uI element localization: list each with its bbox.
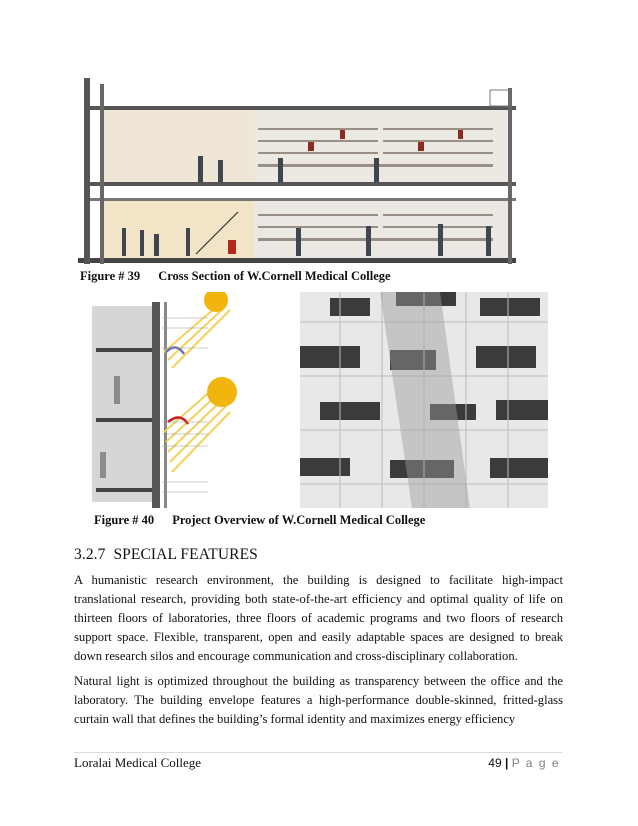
- figure-caption: [94, 513, 425, 528]
- section-title: SPECIAL FEATURES: [113, 546, 258, 563]
- section-number: 3.2.7: [74, 546, 106, 563]
- figure-caption: [80, 269, 391, 284]
- page-separator: |: [504, 756, 509, 770]
- footer-left-text: Loralai Medical College: [74, 755, 202, 770]
- cross-section-figure: [78, 78, 516, 264]
- figure-title: Project Overview of W.Cornell Medical College: [172, 513, 426, 527]
- solar-diagram-figure: [92, 292, 294, 508]
- figure-number: Figure # 39: [80, 269, 141, 283]
- section-body: [74, 571, 563, 729]
- section-heading: [74, 546, 258, 564]
- page-number: 49: [488, 756, 502, 770]
- paragraph: Natural light is optimized throughout the building as transparency between the office and the laboratory. The building envelope features a high-performance double-skinned, fritted-glass curtain wall that defines the building’s formal identity and maximizes energy efficiency: [74, 674, 563, 726]
- page-label: P a g e: [511, 756, 560, 770]
- paragraph: A humanistic research environment, the building is designed to facilitate high-impact translational research, providing both state-of-the-art efficiency and optimal quality of life on thirteen floors of laboratories, three floors of academic programs and two floors of research support space. Flexible, transparent, open and easily adaptable spaces are designed to break down research silos and encourage communication and cross-disciplinary collaboration.: [74, 573, 563, 663]
- figure-title: Cross Section of W.Cornell Medical College: [158, 269, 391, 283]
- footer-page-number: [488, 756, 560, 770]
- footer-college-name: [74, 755, 201, 771]
- footer-divider: [74, 752, 562, 753]
- facade-elevation-figure: [300, 292, 548, 508]
- figure-number: Figure # 40: [94, 513, 155, 527]
